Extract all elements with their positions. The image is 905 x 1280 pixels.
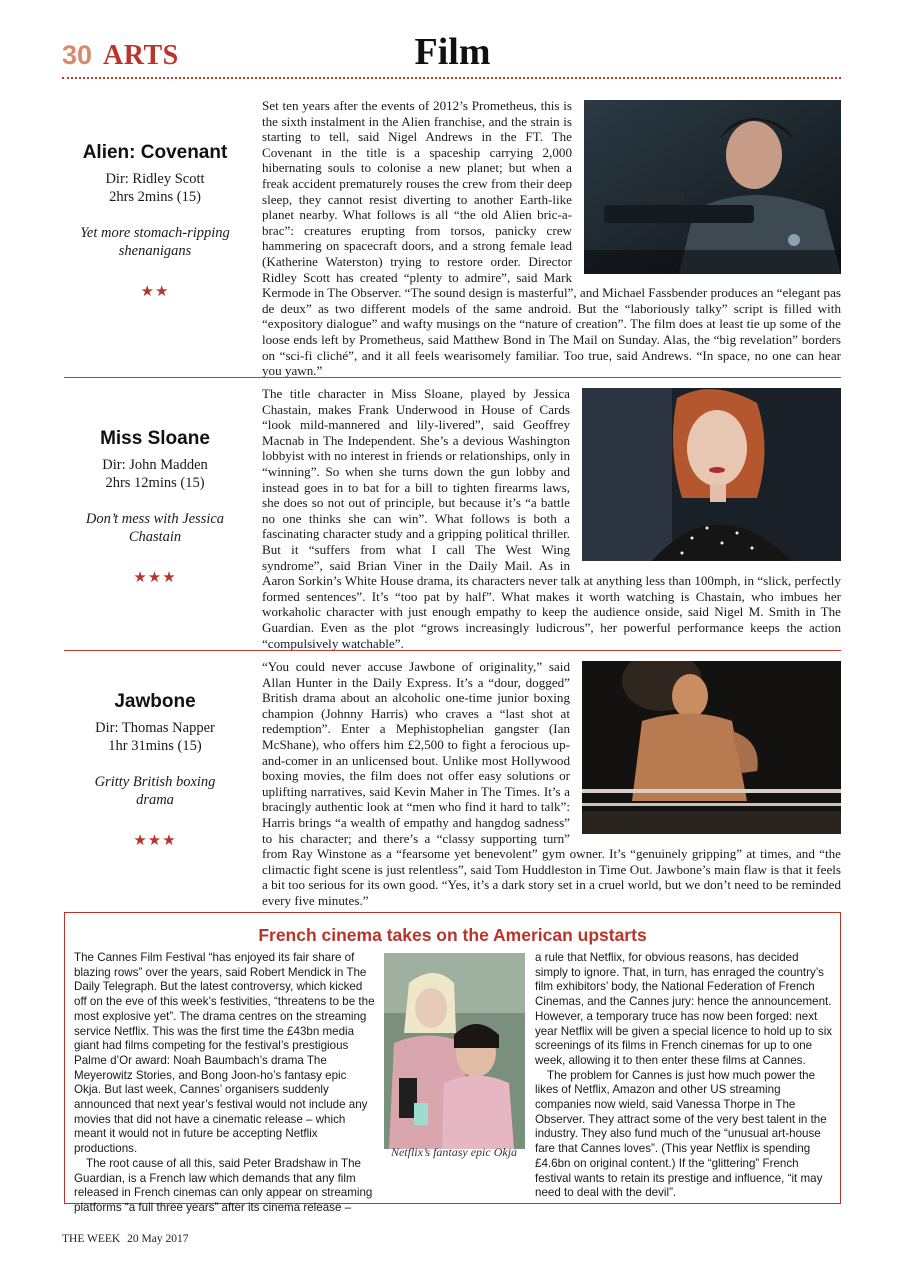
publication-date: 20 May 2017 [127, 1233, 189, 1245]
review-runtime: 2hrs 2mins (15) [109, 189, 201, 205]
review-jawbone [64, 659, 841, 908]
star-rating: ★★ [140, 284, 170, 300]
review-body: “You could never accuse Jawbone of originality,” said Allan Hunter in the Daily Express. It’s a “dour, dogged” British drama about an alcoholic one-time junior boxing champion (Johnny Harris) who craves a “last shot at redemption”. Enter a Mephistophelian gangster (Ian McShane), who offers him £2,500 to fight a ferocious up-and-comer in an unlicensed bout. Unlike most Hollywood boxing movies, the film does not offer easy solutions or uplifting narratives, said Kevin Maher in The Times. It’s a bracingly authentic look at “men who find it hard to talk”: Harris brings “a wealth of empathy and hangdog sadness” to his character; and there’s a “classy supporting turn” from Ray Winstone as a “fearsome yet benevolent” gym owner. It’s “genuinely gripping” at times, and “the climactic fight scene is just relentless”, said Tom Huddleston in Time Out. Jawbone’s main flaw is that it feels a bit too serious for its own good. “Yes, it’s a dark story set in a cruel world, but we don’t need to be reminded every five minutes.” [262, 659, 841, 908]
review-director: Dir: John Madden [102, 457, 208, 473]
review-title: Jawbone [114, 691, 196, 712]
review-tagline: Don’t mess with Jessica Chastain [85, 511, 225, 545]
feature-paragraph: The problem for Cannes is just how much power the likes of Netflix, Amazon and other US streaming companies now wield, said Vanessa Thorpe in The Observer. They attract some of the very best talent in the industry. They also fund much of the “unusual art-house fare that Cannes loves”. (This year Netflix is spending £4.6bn on original content.) If the “glittering” French festival wants to retain its prestige and influence, “it may need to deal with the devil”. [535, 1068, 827, 1200]
page-footer [62, 1233, 188, 1245]
review-miss-sloane [64, 386, 841, 651]
review-title: Alien: Covenant [82, 142, 228, 163]
feature-paragraph: The Cannes Film Festival “has enjoyed its fair share of blazing rows” over the years, said Robert Mendick in The Daily Telegraph. But the latest controversy, which kicked off on the eve of this week’s festivities, “threatens to be the most explosive yet”. The drama centres on the streaming service Netflix. This was the first time the £43bn media giant had films competing for the festival’s prestigious Palme d’Or award: Noah Baumbach’s drama The Meyerowitz Stories, and Bong Joon-ho’s fantasy epic Okja. But last week, Cannes’ organisers suddenly announced that next year’s festival would not include any movies that did not have a cinematic release – which meant it would not in future be accepting Netflix productions. [74, 951, 375, 1156]
feature-column-right [535, 951, 833, 1201]
photo-caption: Netflix’s fantasy epic Okja [390, 1145, 518, 1159]
review-director: Dir: Thomas Napper [95, 720, 215, 736]
star-rating: ★★★ [133, 833, 177, 849]
page-title: Film [414, 31, 491, 73]
review-body: The title character in Miss Sloane, played by Jessica Chastain, makes Frank Underwood in House of Cards “look mild-mannered and lily-livered”, said Geoffrey Macnab in The Independent. She’s a devious Washington lobbyist with no interest in friends or relationships, only in “winning”. So when she turns down the gun lobby and instead goes in to bat for a bill to tighten firearms laws, she does so not out of principle, but because it’s “a battle no one thinks she can win”. What follows is both a fascinating character study and a gripping political thriller. But it “suffers from what I call The West Wing syndrome”, said Brian Viner in the Daily Mail. As in Aaron Sorkin’s White House drama, its characters never talk at anything less than 100mph, in “slick, perfectly formed sentences”. It’s “too pat by half”. What makes it worth watching is Chastain, who imbues her workaholic character with just enough empathy to keep the audience onside, said Nigel M. Smith in The Guardian. Even as the plot “grows increasingly ludicrous”, her powerful performance keeps the action “compulsively watchable”. [262, 386, 841, 651]
feature-title: French cinema takes on the American upstarts [258, 925, 647, 945]
review-title: Miss Sloane [100, 428, 210, 449]
section-label: ARTS [103, 40, 179, 71]
feature-paragraph: The root cause of all this, said Peter Bradshaw in The Guardian, is a French law which demands that any film released in French cinemas can only appear on streaming platforms “a full three years” after its cinema release – [74, 1156, 373, 1214]
review-tagline: Yet more stomach-ripping shenanigans [80, 225, 230, 259]
page-number: 30 [62, 40, 93, 70]
publication-name: THE WEEK [62, 1233, 121, 1245]
feature-paragraph: a rule that Netflix, for obvious reasons, has decided simply to ignore. That, in turn, has enraged the country’s film exhibitors’ body, the National Federation of French Cinemas, and the Cannes jury: hence the announcement. However, a temporary truce has now been forged: next year Netflix will be given a special licence to hold up to six screenings of its films in French cinemas for up to one week, allowing it to then enter these films at Cannes. [535, 951, 833, 1067]
feature-column-left [74, 951, 376, 1216]
star-rating: ★★★ [133, 570, 177, 586]
review-runtime: 2hrs 12mins (15) [105, 475, 205, 491]
feature-box [64, 912, 841, 1214]
review-divider [64, 650, 841, 651]
header-divider [62, 77, 841, 79]
review-body: Set ten years after the events of 2012’s Prometheus, this is the sixth instalment in the Alien franchise, and the strain is starting to tell, said Nigel Andrews in the FT. The Covenant in the title is a spaceship carrying 2,000 hibernating souls to colonise a new planet; but when a freak accident prematurely rouses the crew from their deep sleep, they cannot resist diverting to another Earth-like planet nearby. What follows is all “the old Alien bric-a-brac”: creatures erupting from torsos, panicky crew hammering on spacecraft doors, and a strong female lead (Katherine Waterston) trying to restore order. Director Ridley Scott has created “plenty to admire”, said Mark Kermode in The Observer. “The sound design is masterful”, and Michael Fassbender produces an “elegant pas de deux” as two different models of the same android. But the “laboriously talky” script is filled with “expository dialogue” and wafty musings on the “nature of creation”. The film does at least tie up some of the loose ends left by Prometheus, said Matthew Bond in The Mail on Sunday. Alas, the “big revelation” borders on “sci-fi cliché”, and it all feels wearisomely familiar. Too true, said Andrews. “In space, no one can hear you yawn.” [262, 98, 841, 379]
review-director: Dir: Ridley Scott [105, 171, 205, 187]
review-alien-covenant [64, 98, 841, 379]
review-tagline: Gritty British boxing drama [94, 774, 216, 808]
still-okja [384, 953, 525, 1149]
review-divider [64, 377, 841, 378]
review-runtime: 1hr 31mins (15) [108, 738, 202, 754]
